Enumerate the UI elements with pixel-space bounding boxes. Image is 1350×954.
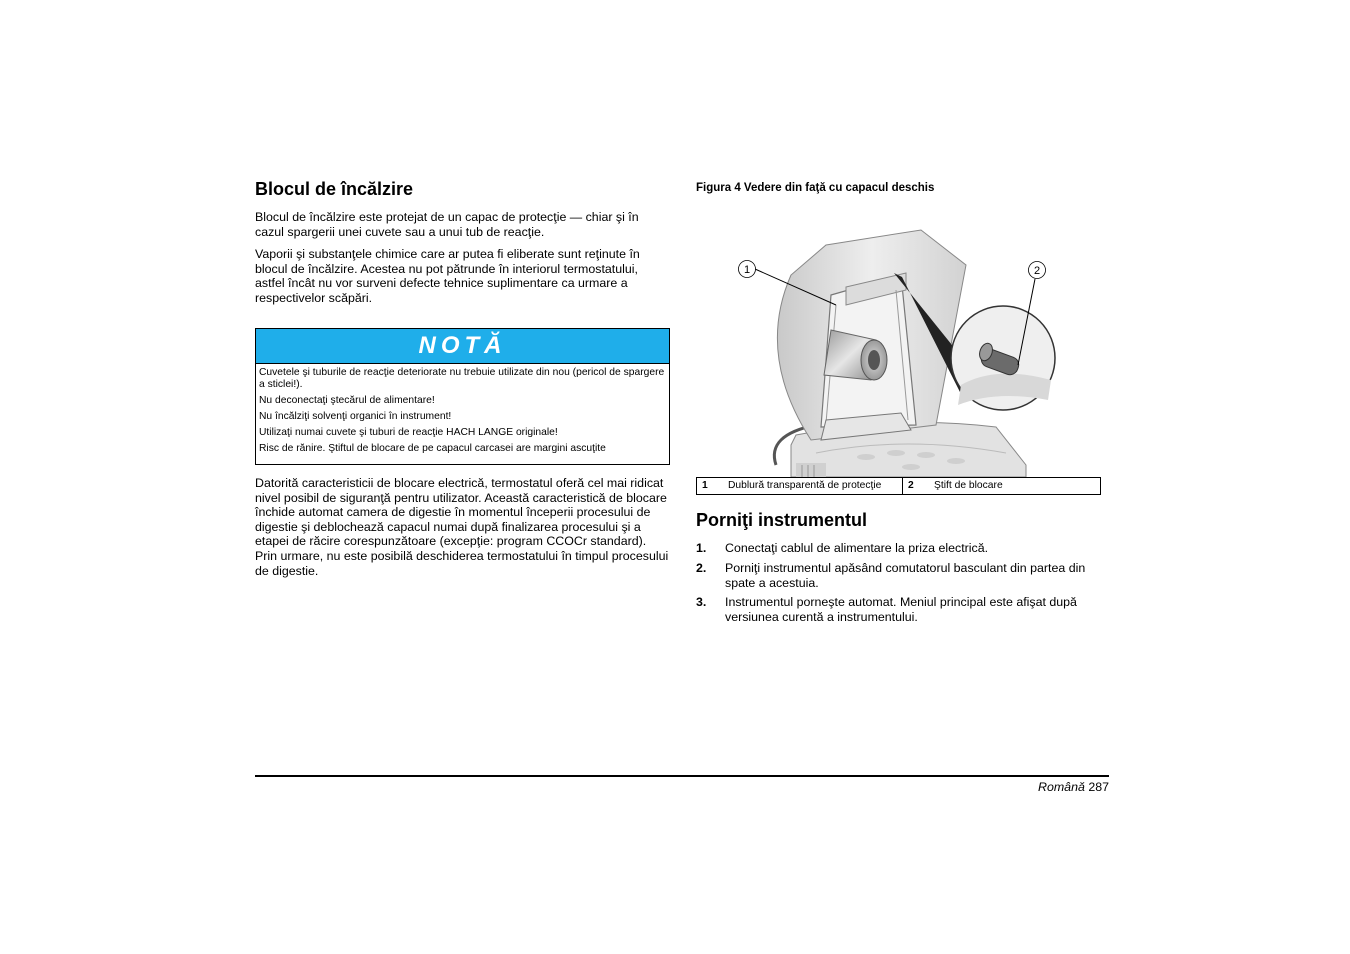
list-item: 3. Instrumentul porneşte automat. Meniul principal este afişat după versiunea curentă a instrumentului. (696, 595, 1077, 624)
note-box (255, 328, 670, 465)
list-item: 2. Porniţi instrumentul apăsând comutatorul basculant din partea din spate a acestuia. (696, 561, 1086, 590)
callout-2: 2 (1033, 265, 1041, 277)
figure-thermostat-open-lid (696, 195, 1110, 477)
section-heading-start-instrument: Porniţi instrumentul (696, 510, 867, 531)
note-item: Risc de rănire. Ştiftul de blocare de pe capacul carcasei are margini ascuţite (259, 442, 606, 454)
note-item: Utilizaţi numai cuvete şi tuburi de reacţie HACH LANGE originale! (259, 426, 558, 438)
footer-language: Română (1038, 780, 1085, 794)
callout-1: 1 (743, 264, 751, 276)
paragraph-protection: Blocul de încălzire este protejat de un capac de protecţie — chiar şi în cazul spargerii unei cuvete sau a unui tub de reacţie. (255, 210, 639, 239)
section-heading-heating-block: Blocul de încălzire (255, 179, 414, 199)
thermostat-illustration (696, 195, 1110, 477)
right-column (696, 176, 1110, 629)
paragraph-locking: Datorită caracteristicii de blocare electrică, termostatul oferă cel mai ridicat nivel posibil de siguranţă pentru utilizator. Această caracteristică de blocare închide automat camera de digestie în momentul începerii procesului de digestie şi deblochează capacul numai după finalizarea procesului şi a etapei de răcire corespunzătoare (excepţie: program CCOCr standard). Prin urmare, nu este posibilă deschiderea termostatului în timpul procesului de digestie. (255, 475, 669, 578)
note-item: Nu încălziţi solvenţi organici în instrument! (259, 410, 452, 422)
note-item: Nu deconectaţi ştecărul de alimentare! (259, 394, 435, 406)
legend-text: Dublură transparentă de protecţie (724, 478, 903, 495)
page-number: 287 (1088, 780, 1109, 794)
figure-caption: Figura 4 Vedere din faţă cu capacul deschis (696, 182, 935, 194)
note-body (256, 364, 669, 464)
note-item: Cuvetele şi tuburile de reacţie deteriorate nu trebuie utilizate din nou (pericol de spargere a sticlei!). (259, 366, 665, 390)
footer-rule (255, 775, 1109, 777)
steps-list (696, 541, 1110, 624)
note-title: NOTĂ (256, 329, 669, 364)
legend-number: 2 (903, 478, 931, 495)
list-item: 1. Conectaţi cablul de alimentare la priza electrică. (696, 541, 989, 556)
left-column (255, 176, 670, 586)
figure-legend-table (696, 477, 1101, 495)
page-footer (1038, 780, 1109, 794)
paragraph-vapors: Vaporii şi substanţele chimice care ar putea fi eliberate sunt reţinute în blocul de încălzire. Acestea nu pot pătrunde în interiorul termostatului, astfel încât nu vor surveni defecte tehnice suplimentare ca urmare a respectivelor scăpări. (255, 247, 640, 305)
legend-number: 1 (697, 478, 725, 495)
legend-text: Ştift de blocare (930, 478, 1101, 495)
